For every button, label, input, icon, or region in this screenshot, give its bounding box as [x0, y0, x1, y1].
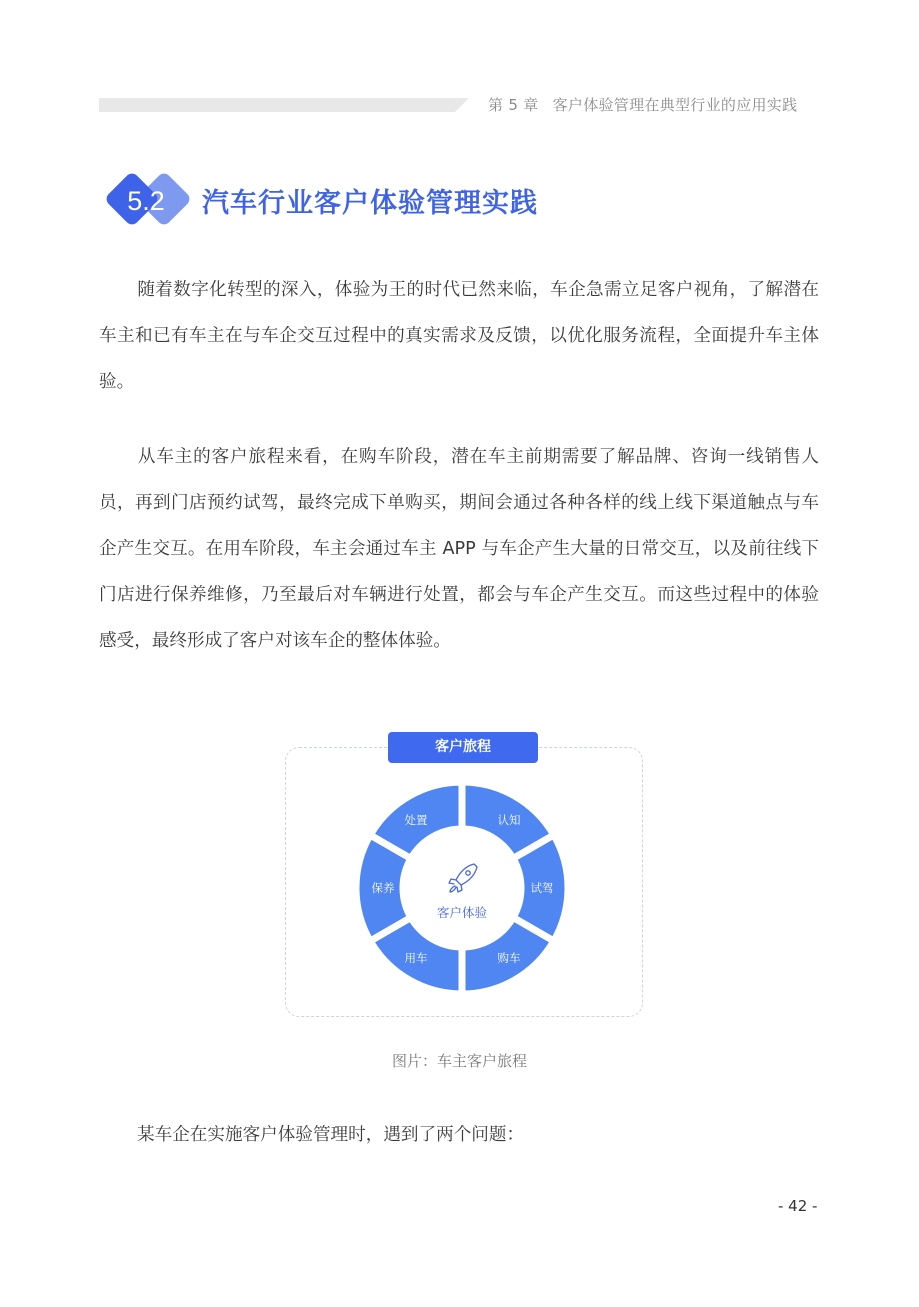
paragraph-1: [99, 267, 819, 405]
page-number: - 42 -: [778, 1197, 818, 1215]
header-decoration-bar: [99, 98, 469, 112]
journey-donut-chart: [285, 730, 645, 1020]
center-label: 客户体验: [436, 905, 488, 920]
paragraph-1-text: 随着数字化转型的深入，体验为王的时代已然来临，车企急需立足客户视角，了解潜在车主和已有车主在与车企交互过程中的真实需求及反馈，以优化服务流程，全面提升车主体验。: [99, 280, 819, 392]
segment-label-usage: 用车: [404, 951, 428, 965]
figure-title: 客户旅程: [388, 732, 538, 763]
section-number-badge: [100, 170, 190, 232]
rocket-icon: [449, 864, 477, 892]
segment-label-purchase: 购车: [497, 951, 521, 965]
paragraph-2-text: 从车主的客户旅程来看，在购车阶段，潜在车主前期需要了解品牌、咨询一线销售人员，再到门店预约试驾，最终完成下单购买，期间会通过各种各样的线上线下渠道触点与车企产生交互。在用车阶段，车主会通过车主 APP 与车企产生大量的日常交互，以及前往线下门店进行保养维修，乃至最后对车辆进行处置，都会与车企产生交互。而这些过程中的体验感受，最终形成了客户对该车企的整体体验。: [99, 447, 819, 651]
chapter-title: 客户体验管理在典型行业的应用实践: [552, 96, 798, 114]
customer-journey-figure: [285, 730, 645, 1020]
running-header: [488, 94, 797, 115]
paragraph-3-text: 某车企在实施客户体验管理时，遇到了两个问题：: [137, 1125, 525, 1145]
paragraph-3: [99, 1112, 819, 1158]
segment-label-maintenance: 保养: [371, 881, 395, 895]
section-title: 汽车行业客户体验管理实践: [202, 188, 538, 219]
segment-label-test-drive: 试驾: [530, 881, 554, 895]
chapter-number: 第 5 章: [488, 96, 539, 114]
paragraph-2: [99, 434, 819, 664]
section-number: 5.2: [127, 186, 165, 216]
segment-label-disposal: 处置: [404, 813, 428, 827]
figure-caption: 图片：车主客户旅程: [391, 1052, 527, 1070]
segment-label-cognition: 认知: [497, 813, 521, 827]
